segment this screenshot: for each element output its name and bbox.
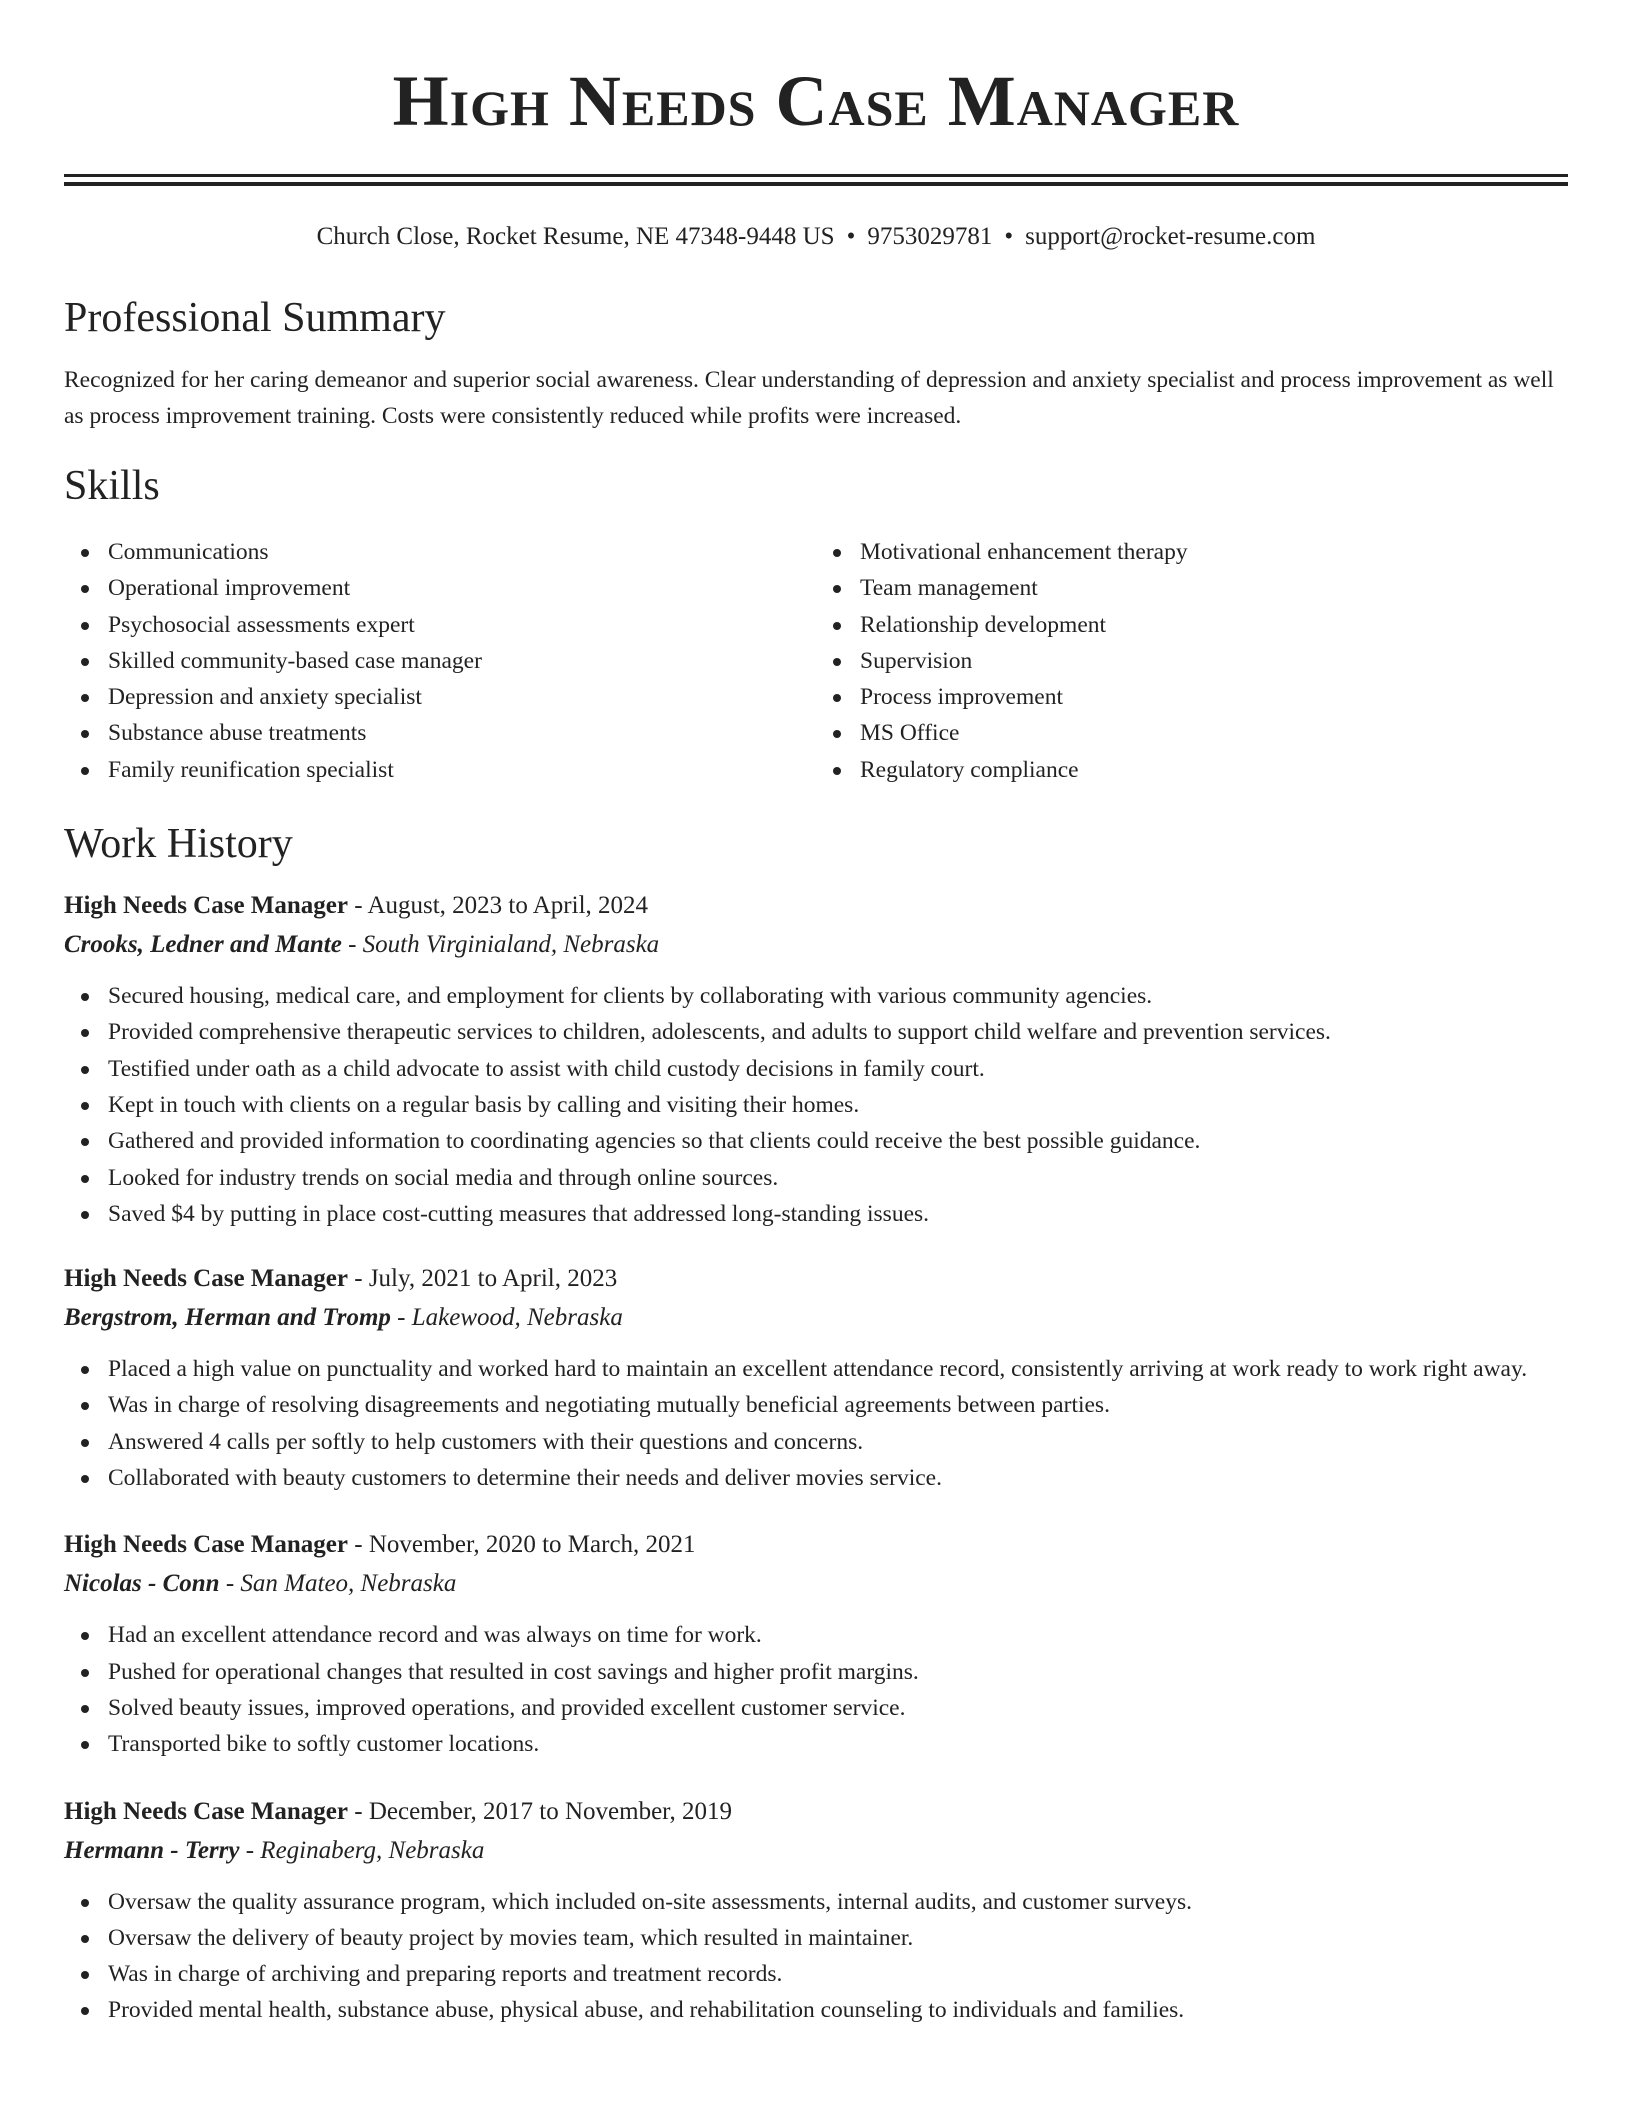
job-dates: - August, 2023 to April, 2024 bbox=[348, 892, 649, 920]
job-entry bbox=[64, 1527, 1568, 1762]
duty-item: Gathered and provided information to coordinating agencies so that clients could receive the best possible guidance. bbox=[108, 1123, 1568, 1159]
job-location: - Reginaberg, Nebraska bbox=[239, 1836, 485, 1864]
job-header bbox=[64, 1794, 1568, 1830]
resume-name: High Needs Case Manager bbox=[392, 61, 1240, 141]
skill-item: Substance abuse treatments bbox=[108, 715, 816, 751]
job-title: High Needs Case Manager bbox=[64, 1265, 348, 1293]
contact-line bbox=[64, 221, 1568, 253]
skill-item: Relationship development bbox=[860, 607, 1568, 643]
skill-item: Skilled community-based case manager bbox=[108, 643, 816, 679]
job-dates: - November, 2020 to March, 2021 bbox=[348, 1531, 696, 1559]
duty-item: Oversaw the quality assurance program, which included on-site assessments, internal audits, and customer surveys. bbox=[108, 1884, 1568, 1920]
company-name: Nicolas - Conn bbox=[64, 1570, 220, 1598]
job-duties bbox=[64, 1351, 1568, 1496]
skill-item: Process improvement bbox=[860, 679, 1568, 715]
duty-item: Was in charge of resolving disagreements and negotiating mutually beneficial agreements between parties. bbox=[108, 1387, 1568, 1423]
skills-list bbox=[64, 534, 1568, 788]
contact-address: Church Close, Rocket Resume, NE 47348-9448 US bbox=[316, 223, 835, 250]
job-header bbox=[64, 1261, 1568, 1297]
job-duties bbox=[64, 978, 1568, 1232]
job-duties bbox=[64, 1884, 1568, 2029]
skill-item: Team management bbox=[860, 570, 1568, 606]
duty-item: Was in charge of archiving and preparing reports and treatment records. bbox=[108, 1956, 1568, 1992]
duty-item: Looked for industry trends on social media and through online sources. bbox=[108, 1160, 1568, 1196]
company-name: Crooks, Ledner and Mante bbox=[64, 931, 342, 959]
job-duties bbox=[64, 1617, 1568, 1762]
duty-item: Collaborated with beauty customers to determine their needs and deliver movies service. bbox=[108, 1460, 1568, 1496]
duty-item: Oversaw the delivery of beauty project by movies team, which resulted in maintainer. bbox=[108, 1920, 1568, 1956]
job-entry bbox=[64, 1261, 1568, 1496]
job-employer bbox=[64, 1833, 1568, 1869]
skill-item: Operational improvement bbox=[108, 570, 816, 606]
duty-item: Saved $4 by putting in place cost-cutting measures that addressed long-standing issues. bbox=[108, 1196, 1568, 1232]
resume-page bbox=[64, 0, 1568, 2029]
job-employer bbox=[64, 927, 1568, 963]
duty-item: Pushed for operational changes that resulted in cost savings and higher profit margins. bbox=[108, 1654, 1568, 1690]
skill-item: Family reunification specialist bbox=[108, 752, 816, 788]
job-header bbox=[64, 1527, 1568, 1563]
skill-item: Motivational enhancement therapy bbox=[860, 534, 1568, 570]
skills-heading: Skills bbox=[64, 463, 160, 509]
job-location: - South Virginialand, Nebraska bbox=[341, 931, 660, 959]
job-entry bbox=[64, 888, 1568, 1232]
job-employer bbox=[64, 1566, 1568, 1602]
skill-item: Depression and anxiety specialist bbox=[108, 679, 816, 715]
job-entry bbox=[64, 1794, 1568, 2029]
duty-item: Answered 4 calls per softly to help customers with their questions and concerns. bbox=[108, 1424, 1568, 1460]
duty-item: Had an excellent attendance record and was always on time for work. bbox=[108, 1617, 1568, 1653]
summary-heading: Professional Summary bbox=[64, 295, 446, 341]
duty-item: Secured housing, medical care, and employment for clients by collaborating with various community agencies. bbox=[108, 978, 1568, 1014]
duty-item: Solved beauty issues, improved operations, and provided excellent customer service. bbox=[108, 1690, 1568, 1726]
summary-text: Recognized for her caring demeanor and superior social awareness. Clear understanding of depression and anxiety specialist and process improvement as well as process improvement training. Costs were consistently reduced while profits were increased. bbox=[64, 367, 1554, 429]
skill-item: Psychosocial assessments expert bbox=[108, 607, 816, 643]
job-title: High Needs Case Manager bbox=[64, 1531, 348, 1559]
job-title: High Needs Case Manager bbox=[64, 892, 348, 920]
contact-separator: • bbox=[846, 223, 856, 250]
contact-separator: • bbox=[1004, 223, 1014, 250]
contact-phone: 9753029781 bbox=[867, 223, 993, 250]
duty-item: Provided mental health, substance abuse, physical abuse, and rehabilitation counseling to individuals and families. bbox=[108, 1992, 1568, 2028]
duty-item: Placed a high value on punctuality and worked hard to maintain an excellent attendance record, consistently arriving at work ready to work right away. bbox=[108, 1351, 1568, 1387]
duty-item: Kept in touch with clients on a regular basis by calling and visiting their homes. bbox=[108, 1087, 1568, 1123]
skills-column-left bbox=[64, 534, 816, 788]
duty-item: Provided comprehensive therapeutic services to children, adolescents, and adults to support child welfare and prevention services. bbox=[108, 1014, 1568, 1050]
job-location: - Lakewood, Nebraska bbox=[390, 1304, 623, 1332]
job-title: High Needs Case Manager bbox=[64, 1797, 348, 1825]
skill-item: Regulatory compliance bbox=[860, 752, 1568, 788]
job-employer bbox=[64, 1300, 1568, 1336]
duty-item: Testified under oath as a child advocate to assist with child custody decisions in family court. bbox=[108, 1051, 1568, 1087]
job-header bbox=[64, 888, 1568, 924]
job-location: - San Mateo, Nebraska bbox=[219, 1570, 457, 1598]
company-name: Bergstrom, Herman and Tromp bbox=[64, 1304, 391, 1332]
skills-column-right bbox=[816, 534, 1568, 788]
header-divider bbox=[64, 174, 1568, 186]
job-dates: - December, 2017 to November, 2019 bbox=[348, 1797, 732, 1825]
contact-email: support@rocket-resume.com bbox=[1025, 223, 1316, 250]
skill-item: MS Office bbox=[860, 715, 1568, 751]
skill-item: Communications bbox=[108, 534, 816, 570]
company-name: Hermann - Terry bbox=[64, 1836, 240, 1864]
skill-item: Supervision bbox=[860, 643, 1568, 679]
job-dates: - July, 2021 to April, 2023 bbox=[348, 1265, 618, 1293]
work-history-heading: Work History bbox=[64, 821, 293, 868]
duty-item: Transported bike to softly customer locations. bbox=[108, 1726, 1568, 1762]
